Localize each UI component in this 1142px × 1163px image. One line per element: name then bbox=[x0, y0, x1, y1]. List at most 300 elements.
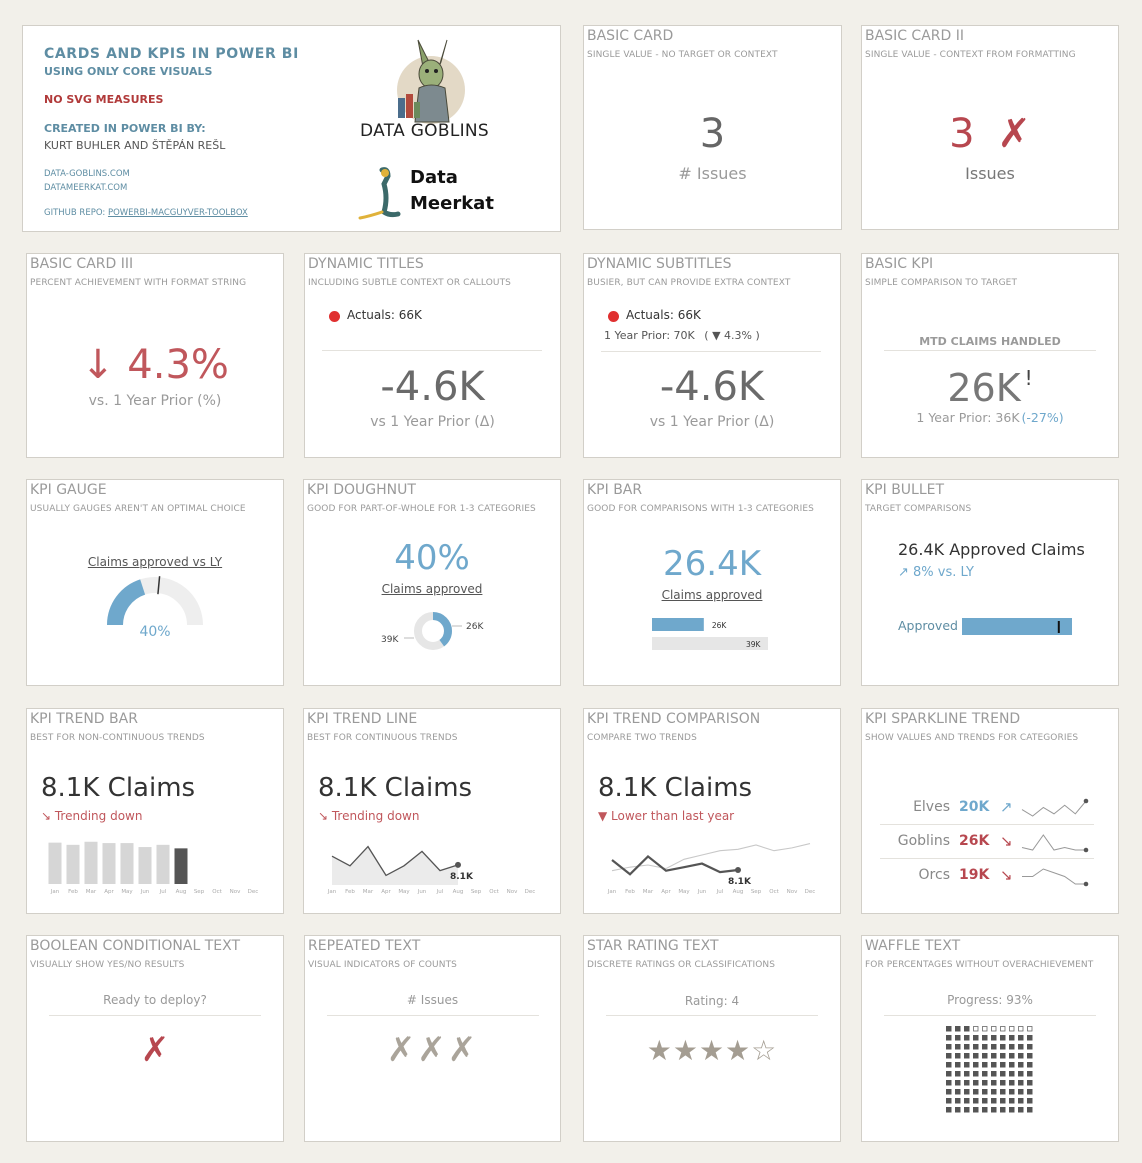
card-subtitle: FOR PERCENTAGES WITHOUT OVERACHIEVEMENT bbox=[865, 960, 1094, 970]
prior-text: 1 Year Prior: 70K bbox=[604, 329, 695, 342]
waffle-cell-filled bbox=[955, 1089, 961, 1095]
kpi-gauge-card bbox=[26, 479, 284, 686]
month-tick-label: Aug bbox=[175, 889, 187, 895]
sparkline-row-goblins bbox=[862, 831, 1118, 857]
waffle-cell-filled bbox=[1000, 1035, 1006, 1041]
card-title: BOOLEAN CONDITIONAL TEXT bbox=[30, 938, 241, 954]
card-subtitle: PERCENT ACHIEVEMENT WITH FORMAT STRING bbox=[30, 278, 247, 288]
card-subtitle: BUSIER, BUT CAN PROVIDE EXTRA CONTEXT bbox=[587, 278, 791, 288]
kpi-doughnut-card bbox=[303, 479, 561, 686]
month-tick-label: Nov bbox=[506, 889, 518, 895]
divider bbox=[880, 824, 1094, 825]
card-title: KPI GAUGE bbox=[30, 482, 107, 498]
category-value: 19K bbox=[959, 867, 990, 883]
month-tick-label: Jul bbox=[716, 889, 724, 895]
waffle-cell-filled bbox=[991, 1053, 997, 1059]
card-subtitle: INCLUDING SUBTLE CONTEXT OR CALLOUTS bbox=[308, 278, 511, 288]
kpi-bar-card bbox=[583, 479, 841, 686]
waffle-cell-filled bbox=[946, 1053, 952, 1059]
waffle-cell-filled bbox=[1027, 1035, 1033, 1041]
waffle-cell-filled bbox=[1018, 1098, 1024, 1104]
divider bbox=[601, 351, 821, 352]
waffle-cell-empty bbox=[974, 1027, 979, 1032]
waffle-cell-filled bbox=[982, 1053, 988, 1059]
waffle-cell-filled bbox=[1000, 1080, 1006, 1086]
trend-arrow-icon: ↘ bbox=[1000, 866, 1013, 884]
card-title: BASIC CARD III bbox=[30, 256, 134, 272]
month-tick-label: Dec bbox=[804, 889, 816, 895]
card-subtitle: USUALLY GAUGES AREN'T AN OPTIMAL CHOICE bbox=[30, 504, 246, 514]
data-meerkat-logo-line2: Meerkat bbox=[410, 193, 494, 214]
card-title: DYNAMIC TITLES bbox=[308, 256, 424, 272]
trend-bar-chart bbox=[41, 833, 271, 895]
waffle-cell-filled bbox=[1027, 1071, 1033, 1077]
github-line bbox=[44, 208, 248, 218]
prior-line bbox=[604, 329, 760, 342]
repeated-text-card bbox=[304, 935, 561, 1142]
star-rating-text-card bbox=[583, 935, 841, 1142]
trend-text: ↘ Trending down bbox=[41, 809, 143, 823]
basic-kpi-card bbox=[861, 253, 1119, 458]
end-value-label: 8.1K bbox=[450, 871, 473, 882]
card-subtitle: VISUALLY SHOW YES/NO RESULTS bbox=[30, 960, 185, 970]
actuals-text: Actuals: 66K bbox=[626, 308, 701, 322]
card-subtitle: GOOD FOR COMPARISONS WITH 1-3 CATEGORIES bbox=[587, 504, 814, 514]
divider bbox=[884, 350, 1096, 351]
waffle-cell-filled bbox=[1000, 1107, 1006, 1113]
end-value-label: 8.1K bbox=[728, 877, 751, 887]
card-title: KPI DOUGHNUT bbox=[307, 482, 416, 498]
gauge-value-label: 40% bbox=[139, 624, 171, 640]
bullet-change: ↗ 8% vs. LY bbox=[898, 565, 974, 580]
sparkline-row-elves bbox=[862, 797, 1118, 823]
card-subtitle: SINGLE VALUE - CONTEXT FROM FORMATTING bbox=[865, 50, 1076, 60]
kpi-heading: MTD CLAIMS HANDLED bbox=[919, 335, 1061, 348]
waffle-cell-filled bbox=[964, 1035, 970, 1041]
waffle-cell-empty bbox=[1028, 1027, 1033, 1032]
waffle-cell-filled bbox=[964, 1071, 970, 1077]
sparkline-line bbox=[1022, 869, 1086, 884]
sparkline-line bbox=[1022, 801, 1086, 816]
trend-bar bbox=[157, 845, 170, 884]
kpi-trend-comparison-card bbox=[583, 708, 841, 914]
waffle-cell-filled bbox=[946, 1035, 952, 1041]
waffle-cell-empty bbox=[992, 1027, 997, 1032]
kpi-label: Rating: 4 bbox=[684, 994, 740, 1008]
comparison-bar-chart bbox=[652, 616, 777, 654]
kpi-label: Issues bbox=[965, 164, 1015, 183]
waffle-cell-filled bbox=[964, 1062, 970, 1068]
kpi-label: Ready to deploy? bbox=[103, 993, 207, 1007]
month-tick-label: Dec bbox=[247, 889, 259, 895]
month-tick-label: Jul bbox=[436, 889, 444, 895]
waffle-cell-filled bbox=[991, 1089, 997, 1095]
waffle-cell-filled bbox=[955, 1044, 961, 1050]
trend-arrow-icon: ↘ bbox=[1000, 832, 1013, 850]
waffle-cell-filled bbox=[946, 1089, 952, 1095]
month-tick-label: Nov bbox=[786, 889, 798, 895]
month-tick-label: Sep bbox=[193, 889, 205, 895]
kpi-value: 8.1K Claims bbox=[318, 773, 473, 803]
bullet-bar-label: Approved bbox=[898, 618, 958, 633]
month-tick-label: Jun bbox=[140, 889, 150, 895]
gauge-chart bbox=[99, 575, 211, 645]
basic-card bbox=[583, 25, 842, 230]
waffle-cell-filled bbox=[991, 1080, 997, 1086]
category-name: Goblins bbox=[897, 833, 950, 849]
waffle-cell-filled bbox=[1027, 1053, 1033, 1059]
kpi-value: 40% bbox=[394, 538, 470, 578]
gauge-fill bbox=[115, 587, 143, 625]
waffle-cell-filled bbox=[973, 1062, 979, 1068]
category-value: 26K bbox=[959, 833, 990, 849]
kpi-sparkline-trend-card bbox=[861, 708, 1119, 914]
waffle-cell-filled bbox=[946, 1098, 952, 1104]
card-title: REPEATED TEXT bbox=[308, 938, 421, 954]
authors: KURT BUHLER AND ŠTĚPÁN REŠL bbox=[44, 139, 226, 152]
month-tick-label: Apr bbox=[104, 889, 114, 895]
waffle-cell-filled bbox=[1009, 1053, 1015, 1059]
card-title: KPI BAR bbox=[587, 482, 643, 498]
github-link[interactable]: POWERBI-MACGUYVER-TOOLBOX bbox=[107, 208, 248, 218]
sparkline-chart bbox=[1020, 831, 1090, 853]
waffle-cell-filled bbox=[982, 1098, 988, 1104]
waffle-text-card bbox=[861, 935, 1119, 1142]
card-subtitle: BEST FOR CONTINUOUS TRENDS bbox=[307, 733, 458, 743]
goblin-logo-icon bbox=[383, 32, 483, 124]
trend-text: ▼ Lower than last year bbox=[598, 809, 735, 823]
waffle-cell-filled bbox=[1018, 1062, 1024, 1068]
kpi-value: 8.1K Claims bbox=[41, 773, 196, 803]
waffle-cell-filled bbox=[973, 1080, 979, 1086]
waffle-cell-filled bbox=[1018, 1107, 1024, 1113]
month-tick-label: Jan bbox=[50, 889, 60, 895]
waffle-cell-filled bbox=[1009, 1107, 1015, 1113]
waffle-cell-filled bbox=[1018, 1035, 1024, 1041]
waffle-cell-filled bbox=[1009, 1062, 1015, 1068]
month-tick-label: Feb bbox=[345, 889, 355, 895]
waffle-cell-filled bbox=[991, 1107, 997, 1113]
red-dot-icon bbox=[608, 311, 619, 322]
waffle-cell-filled bbox=[964, 1026, 970, 1032]
card-title: KPI TREND LINE bbox=[307, 711, 418, 727]
waffle-cell-filled bbox=[1018, 1053, 1024, 1059]
waffle-cell-filled bbox=[946, 1071, 952, 1077]
prior-line bbox=[862, 410, 1118, 425]
waffle-cell-filled bbox=[1000, 1062, 1006, 1068]
waffle-cell-filled bbox=[964, 1089, 970, 1095]
sparkline-end-point bbox=[1084, 848, 1089, 853]
month-tick-label: Jan bbox=[607, 889, 617, 895]
divider bbox=[49, 1015, 261, 1016]
kpi-label: # Issues bbox=[678, 164, 747, 183]
waffle-cell-filled bbox=[964, 1107, 970, 1113]
month-tick-label: Nov bbox=[229, 889, 241, 895]
trend-bar bbox=[49, 843, 62, 884]
card-title: STAR RATING TEXT bbox=[587, 938, 719, 954]
meerkat-logo-icon bbox=[358, 164, 404, 220]
waffle-cell-filled bbox=[1000, 1071, 1006, 1077]
waffle-cell-filled bbox=[1009, 1044, 1015, 1050]
trend-comparison-chart bbox=[598, 833, 828, 895]
dynamic-titles-card bbox=[304, 253, 561, 458]
sparkline-row-orcs bbox=[862, 865, 1118, 891]
card-title: DYNAMIC SUBTITLES bbox=[587, 256, 732, 272]
waffle-cell-filled bbox=[973, 1053, 979, 1059]
waffle-cell-filled bbox=[946, 1026, 952, 1032]
card-subtitle: COMPARE TWO TRENDS bbox=[587, 733, 697, 743]
month-tick-label: Mar bbox=[642, 889, 654, 895]
basic-card-iii bbox=[26, 253, 284, 458]
waffle-cell-filled bbox=[964, 1080, 970, 1086]
waffle-cell-filled bbox=[1027, 1098, 1033, 1104]
month-tick-label: Mar bbox=[85, 889, 97, 895]
actuals-text: Actuals: 66K bbox=[347, 308, 422, 322]
waffle-cell-filled bbox=[991, 1044, 997, 1050]
kpi-label: vs 1 Year Prior (Δ) bbox=[370, 414, 495, 430]
month-tick-label: Feb bbox=[68, 889, 78, 895]
no-svg-note: NO SVG MEASURES bbox=[44, 93, 164, 106]
doughnut-chart bbox=[364, 604, 504, 660]
divider bbox=[327, 1015, 539, 1016]
warning-icon: ! bbox=[1024, 366, 1033, 390]
waffle-cell-filled bbox=[946, 1080, 952, 1086]
month-tick-label: Apr bbox=[661, 889, 671, 895]
kpi-value: 8.1K Claims bbox=[598, 773, 753, 803]
sparkline-chart bbox=[1020, 797, 1090, 819]
waffle-cell-filled bbox=[955, 1062, 961, 1068]
kpi-value: -4.6K bbox=[380, 364, 485, 410]
card-subtitle: VISUAL INDICATORS OF COUNTS bbox=[308, 960, 457, 970]
waffle-cell-filled bbox=[982, 1071, 988, 1077]
card-subtitle: SHOW VALUES AND TRENDS FOR CATEGORIES bbox=[865, 733, 1079, 743]
kpi-label: vs. 1 Year Prior (%) bbox=[88, 393, 222, 409]
kpi-trend-line-card bbox=[303, 708, 561, 914]
waffle-cell-filled bbox=[1027, 1107, 1033, 1113]
month-tick-label: May bbox=[121, 889, 133, 895]
slice-2-label: 39K bbox=[381, 635, 399, 645]
sparkline-end-point bbox=[1084, 799, 1089, 804]
waffle-cell-filled bbox=[982, 1035, 988, 1041]
waffle-cell-filled bbox=[955, 1026, 961, 1032]
divider bbox=[322, 350, 542, 351]
slice-1-label: 26K bbox=[466, 622, 484, 632]
waffle-cell-empty bbox=[1010, 1027, 1015, 1032]
month-tick-label: Jun bbox=[417, 889, 427, 895]
kpi-value-row bbox=[862, 366, 1118, 410]
trend-bar bbox=[175, 848, 188, 884]
bar-prior-label: 39K bbox=[746, 640, 761, 649]
created-label: CREATED IN POWER BI BY: bbox=[44, 122, 206, 135]
month-tick-label: Apr bbox=[381, 889, 391, 895]
waffle-cell-filled bbox=[973, 1035, 979, 1041]
waffle-grid bbox=[945, 1025, 1035, 1115]
month-tick-label: Mar bbox=[362, 889, 374, 895]
sparkline-line bbox=[1022, 835, 1086, 850]
month-tick-label: Oct bbox=[212, 889, 222, 895]
kpi-label: vs 1 Year Prior (Δ) bbox=[649, 414, 775, 430]
waffle-cell-filled bbox=[973, 1071, 979, 1077]
bar-current bbox=[652, 618, 704, 631]
kpi-label: # Issues bbox=[406, 993, 459, 1007]
dynamic-subtitles-card bbox=[583, 253, 841, 458]
waffle-cell-filled bbox=[973, 1089, 979, 1095]
card-subtitle: SIMPLE COMPARISON TO TARGET bbox=[865, 278, 1018, 288]
waffle-cell-empty bbox=[1001, 1027, 1006, 1032]
card-title: BASIC CARD II bbox=[865, 28, 964, 44]
boolean-conditional-text-card bbox=[26, 935, 284, 1142]
waffle-cell-filled bbox=[946, 1044, 952, 1050]
kpi-trend-bar-card bbox=[26, 708, 284, 914]
trend-bar bbox=[67, 845, 80, 884]
waffle-cell-filled bbox=[1000, 1089, 1006, 1095]
intro-card bbox=[22, 25, 561, 232]
basic-card-ii bbox=[861, 25, 1119, 230]
waffle-cell-filled bbox=[955, 1053, 961, 1059]
link-data-goblins[interactable]: DATA-GOBLINS.COM bbox=[44, 169, 130, 179]
waffle-cell-filled bbox=[1009, 1080, 1015, 1086]
divider bbox=[884, 1015, 1096, 1016]
waffle-cell-filled bbox=[973, 1107, 979, 1113]
waffle-cell-filled bbox=[955, 1107, 961, 1113]
link-data-meerkat[interactable]: DATAMEERKAT.COM bbox=[44, 183, 128, 193]
card-subtitle: BEST FOR NON-CONTINUOUS TRENDS bbox=[30, 733, 205, 743]
waffle-cell-filled bbox=[1009, 1098, 1015, 1104]
divider bbox=[880, 858, 1094, 859]
intro-title: CARDS AND KPIS IN POWER BI bbox=[44, 46, 299, 62]
x-mark-icon: ✗ bbox=[140, 1030, 170, 1070]
waffle-cell-empty bbox=[1019, 1027, 1024, 1032]
waffle-cell-filled bbox=[1018, 1080, 1024, 1086]
star-rating-icons: ★★★★☆ bbox=[646, 1034, 778, 1067]
waffle-cell-filled bbox=[964, 1098, 970, 1104]
data-goblins-logo-text: DATA GOBLINS bbox=[360, 121, 490, 141]
card-title: BASIC KPI bbox=[865, 256, 934, 272]
waffle-cell-filled bbox=[1009, 1071, 1015, 1077]
trend-arrow-icon: ↗ bbox=[1000, 798, 1013, 816]
waffle-cell-filled bbox=[1027, 1080, 1033, 1086]
waffle-cell-filled bbox=[1027, 1044, 1033, 1050]
trend-text: ↘ Trending down bbox=[318, 809, 420, 823]
kpi-value: 3 bbox=[949, 111, 975, 157]
waffle-cell-filled bbox=[1018, 1089, 1024, 1095]
bullet-bar bbox=[962, 618, 1072, 635]
github-label: GITHUB REPO: bbox=[44, 208, 106, 218]
waffle-cell-filled bbox=[982, 1062, 988, 1068]
bullet-chart bbox=[962, 616, 1074, 636]
month-tick-label: Jun bbox=[697, 889, 707, 895]
waffle-cell-filled bbox=[1018, 1071, 1024, 1077]
card-title: BASIC CARD bbox=[587, 28, 674, 44]
month-tick-label: Jul bbox=[159, 889, 167, 895]
month-tick-label: May bbox=[398, 889, 410, 895]
waffle-cell-filled bbox=[1027, 1062, 1033, 1068]
waffle-cell-filled bbox=[1000, 1098, 1006, 1104]
month-tick-label: Feb bbox=[625, 889, 635, 895]
card-title: KPI TREND BAR bbox=[30, 711, 138, 727]
kpi-value: 3 bbox=[699, 111, 726, 157]
trend-bar bbox=[103, 843, 116, 884]
category-value: 20K bbox=[959, 799, 990, 815]
month-tick-label: Oct bbox=[769, 889, 779, 895]
waffle-cell-filled bbox=[982, 1107, 988, 1113]
month-tick-label: Sep bbox=[750, 889, 762, 895]
kpi-value: 26.4K bbox=[663, 544, 761, 584]
category-name: Orcs bbox=[918, 867, 950, 883]
month-tick-label: May bbox=[678, 889, 690, 895]
waffle-cell-filled bbox=[1027, 1089, 1033, 1095]
kpi-label: Claims approved bbox=[381, 582, 483, 596]
bullet-heading: 26.4K Approved Claims bbox=[898, 540, 1085, 559]
waffle-cell-filled bbox=[982, 1080, 988, 1086]
waffle-cell-filled bbox=[1009, 1035, 1015, 1041]
waffle-cell-filled bbox=[946, 1062, 952, 1068]
trend-bar bbox=[139, 847, 152, 884]
waffle-cell-filled bbox=[982, 1089, 988, 1095]
waffle-cell-filled bbox=[982, 1044, 988, 1050]
waffle-cell-filled bbox=[964, 1053, 970, 1059]
divider bbox=[606, 1015, 818, 1016]
category-name: Elves bbox=[913, 799, 950, 815]
card-subtitle: SINGLE VALUE - NO TARGET OR CONTEXT bbox=[587, 50, 778, 60]
card-title: KPI SPARKLINE TREND bbox=[865, 711, 1021, 727]
month-tick-label: Sep bbox=[470, 889, 482, 895]
card-subtitle: GOOD FOR PART-OF-WHOLE FOR 1-3 CATEGORIES bbox=[307, 504, 536, 514]
month-tick-label: Aug bbox=[452, 889, 464, 895]
sparkline-chart bbox=[1020, 865, 1090, 887]
intro-subtitle: USING ONLY CORE VISUALS bbox=[44, 65, 213, 78]
waffle-cell-filled bbox=[1000, 1044, 1006, 1050]
month-tick-label: Jan bbox=[327, 889, 337, 895]
waffle-cell-filled bbox=[973, 1098, 979, 1104]
x-mark-icon: ✗ bbox=[997, 111, 1031, 157]
trend-line-chart bbox=[318, 833, 548, 895]
kpi-label: Claims approved bbox=[661, 588, 763, 602]
waffle-cell-filled bbox=[991, 1035, 997, 1041]
card-subtitle: DISCRETE RATINGS OR CLASSIFICATIONS bbox=[587, 960, 776, 970]
card-title: WAFFLE TEXT bbox=[865, 938, 961, 954]
trend-area bbox=[332, 847, 458, 885]
current-year-line bbox=[612, 856, 738, 874]
card-subtitle: TARGET COMPARISONS bbox=[865, 504, 972, 514]
waffle-cell-filled bbox=[1000, 1053, 1006, 1059]
waffle-cell-filled bbox=[964, 1044, 970, 1050]
card-title: KPI TREND COMPARISON bbox=[587, 711, 761, 727]
waffle-cell-filled bbox=[973, 1044, 979, 1050]
kpi-bullet-card bbox=[861, 479, 1119, 686]
prior-change: (-27%) bbox=[1021, 410, 1064, 425]
card-title: KPI BULLET bbox=[865, 482, 945, 498]
waffle-cell-filled bbox=[991, 1062, 997, 1068]
prior-text: 1 Year Prior: 36K bbox=[916, 410, 1020, 425]
month-tick-label: Oct bbox=[489, 889, 499, 895]
waffle-cell-filled bbox=[1018, 1044, 1024, 1050]
sparkline-end-point bbox=[1084, 882, 1089, 887]
trend-end-point bbox=[455, 862, 461, 868]
waffle-cell-filled bbox=[955, 1098, 961, 1104]
kpi-value: -4.6K bbox=[659, 364, 765, 410]
waffle-cell-empty bbox=[983, 1027, 988, 1032]
waffle-cell-filled bbox=[955, 1035, 961, 1041]
trend-end-point bbox=[735, 867, 741, 873]
bar-current-label: 26K bbox=[711, 621, 727, 630]
kpi-value: ↓ 4.3% bbox=[81, 342, 229, 388]
waffle-cell-filled bbox=[955, 1080, 961, 1086]
data-meerkat-logo-line1: Data bbox=[410, 167, 458, 188]
gauge-label: Claims approved vs LY bbox=[87, 555, 223, 569]
red-dot-icon bbox=[329, 311, 340, 322]
kpi-value-row bbox=[862, 111, 1118, 157]
